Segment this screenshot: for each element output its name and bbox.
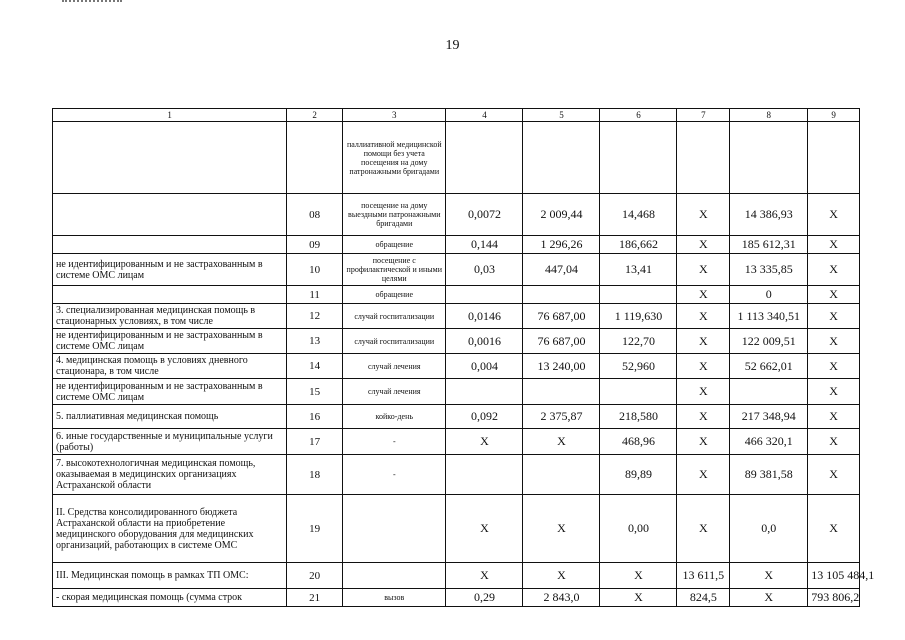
value-col4 [523, 379, 600, 405]
value-col6: X [677, 286, 730, 304]
column-header: 2 [287, 109, 343, 122]
unit-of-measure: случай госпитализации [343, 304, 446, 329]
value-col8: X [808, 286, 860, 304]
value-col5 [600, 122, 677, 194]
value-col3: 0,0016 [446, 329, 523, 354]
value-col5: 186,662 [600, 236, 677, 254]
row-name: 3. специализированная медицинская помощь в стационарных условиях, в том числе [53, 304, 287, 329]
row-name: 4. медицинская помощь в условиях дневного стационара, в том числе [53, 354, 287, 379]
value-col3: X [446, 429, 523, 455]
row-code: 10 [287, 254, 343, 286]
value-col6: X [677, 236, 730, 254]
value-col8: X [808, 354, 860, 379]
value-col3 [446, 455, 523, 495]
value-col3: 0,092 [446, 405, 523, 429]
value-col3 [446, 379, 523, 405]
table-row [53, 455, 860, 495]
value-col6: X [677, 354, 730, 379]
value-col8: X [808, 236, 860, 254]
value-col5: 52,960 [600, 354, 677, 379]
value-col5: X [600, 563, 677, 589]
value-col5: 1 119,630 [600, 304, 677, 329]
unit-of-measure: случай лечения [343, 379, 446, 405]
row-name [53, 122, 287, 194]
row-name: не идентифицированным и не застрахованным в системе ОМС лицам [53, 379, 287, 405]
column-header: 8 [730, 109, 808, 122]
row-name: 5. паллиативная медицинская помощь [53, 405, 287, 429]
table-row [53, 329, 860, 354]
column-header: 1 [53, 109, 287, 122]
row-code: 16 [287, 405, 343, 429]
value-col7: 0,0 [730, 495, 808, 563]
table-body [53, 122, 875, 607]
value-col3 [446, 286, 523, 304]
value-col4: 2 009,44 [523, 194, 600, 236]
row-code: 20 [287, 563, 343, 589]
value-col5: 13,41 [600, 254, 677, 286]
value-col6 [677, 122, 730, 194]
value-col8 [808, 122, 860, 194]
value-col4: 2 375,87 [523, 405, 600, 429]
value-col3: 0,004 [446, 354, 523, 379]
page-number: 19 [445, 38, 460, 53]
row-code: 13 [287, 329, 343, 354]
value-col6: X [677, 455, 730, 495]
unit-of-measure: - [343, 429, 446, 455]
column-header: 5 [523, 109, 600, 122]
value-col6: X [677, 304, 730, 329]
table-row [53, 563, 860, 589]
table-row [53, 122, 860, 194]
value-col4: 2 843,0 [523, 589, 600, 607]
value-col4: 76 687,00 [523, 329, 600, 354]
column-header: 7 [677, 109, 730, 122]
row-name [53, 194, 287, 236]
unit-of-measure: паллиативной медицинской помощи без учета посещения на дому патронажными бригадами [343, 122, 446, 194]
value-col5: 122,70 [600, 329, 677, 354]
row-name: III. Медицинская помощь в рамках ТП ОМС: [53, 563, 287, 589]
value-col7: 185 612,31 [730, 236, 808, 254]
value-col4 [523, 122, 600, 194]
value-col7: 14 386,93 [730, 194, 808, 236]
value-col5: X [600, 589, 677, 607]
unit-of-measure: вызов [343, 589, 446, 607]
value-col4: X [523, 563, 600, 589]
value-col8: 793 806,2 [808, 589, 860, 607]
unit-of-measure: посещение на дому выездными патронажными бригадами [343, 194, 446, 236]
table-row [53, 194, 860, 236]
table-row [53, 405, 860, 429]
value-col6: X [677, 254, 730, 286]
column-header: 6 [600, 109, 677, 122]
row-code: 08 [287, 194, 343, 236]
unit-of-measure: случай лечения [343, 354, 446, 379]
column-header: 4 [446, 109, 523, 122]
unit-of-measure [343, 563, 446, 589]
value-col4: 447,04 [523, 254, 600, 286]
value-col3: 0,03 [446, 254, 523, 286]
row-name [53, 286, 287, 304]
column-number-row [53, 109, 860, 122]
value-col7: X [730, 563, 808, 589]
value-col7 [730, 122, 808, 194]
value-col4 [523, 286, 600, 304]
row-code: 18 [287, 455, 343, 495]
value-col4: 1 296,26 [523, 236, 600, 254]
row-code: 19 [287, 495, 343, 563]
unit-of-measure: обращение [343, 236, 446, 254]
value-col5: 0,00 [600, 495, 677, 563]
row-name: 6. иные государственные и муниципальные услуги (работы) [53, 429, 287, 455]
row-name: - скорая медицинская помощь (сумма строк [53, 589, 287, 607]
row-code: 09 [287, 236, 343, 254]
unit-of-measure: случай госпитализации [343, 329, 446, 354]
value-col8: X [808, 194, 860, 236]
value-col7: 89 381,58 [730, 455, 808, 495]
value-col3: 0,0072 [446, 194, 523, 236]
value-col6: 13 611,5 [677, 563, 730, 589]
table-row [53, 354, 860, 379]
column-header: 9 [808, 109, 860, 122]
value-col6: X [677, 429, 730, 455]
row-name [53, 236, 287, 254]
row-code: 12 [287, 304, 343, 329]
value-col8: 13 105 484,1 [808, 563, 860, 589]
value-col7: 0 [730, 286, 808, 304]
value-col3: 0,144 [446, 236, 523, 254]
value-col6: X [677, 379, 730, 405]
value-col8: X [808, 455, 860, 495]
value-col3: X [446, 563, 523, 589]
value-col8: X [808, 254, 860, 286]
table-row [53, 236, 860, 254]
table-row [53, 429, 860, 455]
table-row [53, 589, 860, 607]
row-name: 7. высокотехнологичная медицинская помощь, оказываемая в медицинских организациях Астраханской области [53, 455, 287, 495]
row-code [287, 122, 343, 194]
value-col4 [523, 455, 600, 495]
table-row [53, 304, 860, 329]
value-col3: 0,0146 [446, 304, 523, 329]
value-col7: 217 348,94 [730, 405, 808, 429]
row-code: 14 [287, 354, 343, 379]
value-col8: X [808, 495, 860, 563]
table-row [53, 286, 860, 304]
table-row [53, 379, 860, 405]
table-row [53, 254, 860, 286]
value-col7 [730, 379, 808, 405]
scan-artifact [62, 0, 122, 6]
value-col4: X [523, 429, 600, 455]
value-col8: X [808, 429, 860, 455]
value-col8: X [808, 379, 860, 405]
value-col5: 468,96 [600, 429, 677, 455]
value-col3 [446, 122, 523, 194]
value-col7: 466 320,1 [730, 429, 808, 455]
value-col8: X [808, 304, 860, 329]
row-name: не идентифицированным и не застрахованным в системе ОМС лицам [53, 254, 287, 286]
row-code: 11 [287, 286, 343, 304]
value-col7: 52 662,01 [730, 354, 808, 379]
unit-of-measure: - [343, 455, 446, 495]
value-col6: X [677, 329, 730, 354]
value-col6: X [677, 405, 730, 429]
budget-table [52, 108, 875, 607]
row-code: 17 [287, 429, 343, 455]
value-col8: X [808, 329, 860, 354]
value-col3: 0,29 [446, 589, 523, 607]
row-name: II. Средства консолидированного бюджета Астраханской области на приобретение медицинского оборудования для медицинских организаций, работающих в системе ОМС [53, 495, 287, 563]
value-col4: 13 240,00 [523, 354, 600, 379]
value-col4: 76 687,00 [523, 304, 600, 329]
value-col5: 89,89 [600, 455, 677, 495]
unit-of-measure: посещение с профилактической и иными целями [343, 254, 446, 286]
value-col6: X [677, 194, 730, 236]
value-col8: X [808, 405, 860, 429]
unit-of-measure [343, 495, 446, 563]
value-col4: X [523, 495, 600, 563]
value-col3: X [446, 495, 523, 563]
value-col7: 1 113 340,51 [730, 304, 808, 329]
value-col5 [600, 286, 677, 304]
row-code: 21 [287, 589, 343, 607]
value-col6: X [677, 495, 730, 563]
value-col5: 218,580 [600, 405, 677, 429]
value-col7: X [730, 589, 808, 607]
row-name: не идентифицированным и не застрахованным в системе ОМС лицам [53, 329, 287, 354]
value-col7: 122 009,51 [730, 329, 808, 354]
value-col6: 824,5 [677, 589, 730, 607]
row-code: 15 [287, 379, 343, 405]
unit-of-measure: койко-день [343, 405, 446, 429]
unit-of-measure: обращение [343, 286, 446, 304]
value-col5 [600, 379, 677, 405]
column-header: 3 [343, 109, 446, 122]
value-col7: 13 335,85 [730, 254, 808, 286]
table-row [53, 495, 860, 563]
value-col5: 14,468 [600, 194, 677, 236]
